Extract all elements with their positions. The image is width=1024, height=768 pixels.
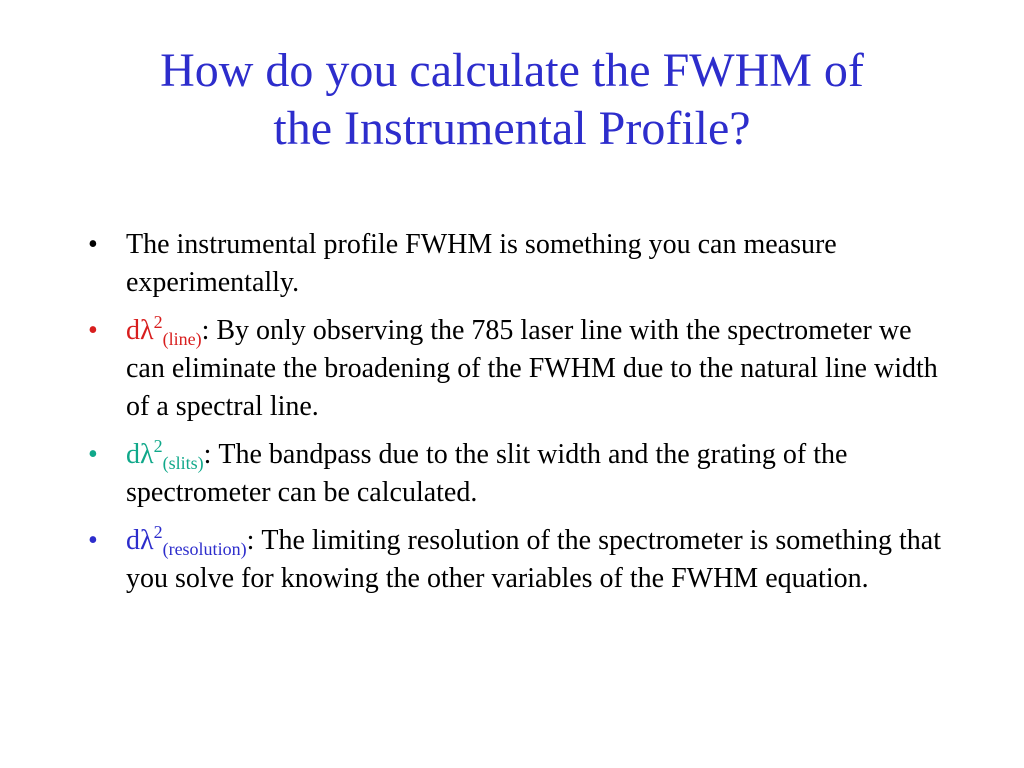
term-base: dλ bbox=[126, 315, 154, 346]
bullet-marker: • bbox=[88, 439, 98, 470]
bullet-item-resolution bbox=[84, 522, 944, 598]
bullet-text: : By only observing the 785 laser line with the spectrometer we can eliminate the broadening of the FWHM due to the natural line width of a spectral line. bbox=[126, 315, 938, 422]
term-subscript: (line) bbox=[162, 329, 202, 349]
bullet-text: : The limiting resolution of the spectrometer is something that you solve for knowing the other variables of the FWHM equation. bbox=[126, 525, 941, 594]
term-subscript: (resolution) bbox=[162, 539, 247, 559]
term-line bbox=[126, 312, 202, 349]
bullet-list bbox=[84, 226, 944, 608]
term-superscript: 2 bbox=[153, 312, 163, 332]
term-subscript: (slits) bbox=[162, 453, 204, 473]
slide-title-line-2: the Instrumental Profile? bbox=[273, 102, 751, 155]
bullet-text: : The bandpass due to the slit width and the grating of the spectrometer can be calculated. bbox=[126, 439, 848, 508]
bullet-text: The instrumental profile FWHM is something you can measure experimentally. bbox=[126, 229, 837, 298]
slide-title-line-1: How do you calculate the FWHM of bbox=[160, 44, 864, 97]
term-base: dλ bbox=[126, 439, 154, 470]
term-resolution bbox=[126, 522, 247, 559]
term-superscript: 2 bbox=[153, 522, 163, 542]
term-superscript: 2 bbox=[153, 436, 163, 456]
slide-title bbox=[40, 42, 984, 158]
term-base: dλ bbox=[126, 525, 154, 556]
term-slits bbox=[126, 436, 204, 473]
bullet-marker: • bbox=[88, 229, 98, 260]
bullet-marker: • bbox=[88, 315, 98, 346]
bullet-item-line bbox=[84, 312, 944, 426]
bullet-item-measure bbox=[84, 226, 944, 302]
bullet-marker: • bbox=[88, 525, 98, 556]
bullet-item-slits bbox=[84, 436, 944, 512]
